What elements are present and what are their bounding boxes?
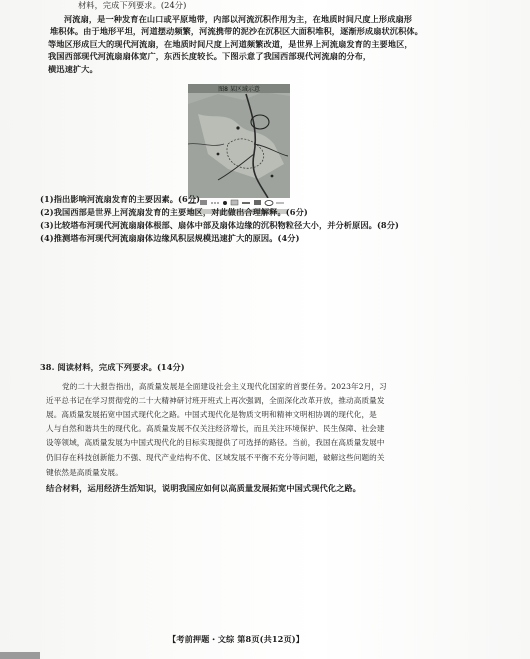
q37-subquestion-4: (4)推测塔布河现代河流扇扇体边缘风积层规模迅速扩大的原因。(4分) bbox=[40, 233, 300, 243]
q37-subquestion-3: (3)比较塔布河现代河流扇扇体根部、扇体中部及扇体边缘的沉积物粒径大小，并分析原因。(8分) bbox=[40, 220, 399, 230]
q37-instruction: 材料，完成下列要求。(24分) bbox=[78, 0, 187, 10]
q37-material-line: 我国西部现代河流扇扇体宽广，东西长度较长。下图示意了我国西部现代河流扇的分布， bbox=[48, 51, 372, 61]
page-footer: 【考前押题・文综 第8页(共12页)】 bbox=[168, 634, 305, 644]
q37-material-line: 河流扇，是一种发育在山口或平原地带，内部以河流沉积作用为主，在地质时间尺度上形成扇形 bbox=[64, 14, 413, 24]
q38-material-line: 仍旧存在科技创新能力不强、现代产业结构不优、区域发展不平衡不充分等问题，破解这些问题的关 bbox=[46, 453, 385, 462]
scan-edge-mark bbox=[0, 652, 40, 659]
q38-material-line: 近平总书记在学习贯彻党的二十大精神研讨班开班式上再次强调，全面深化改革开放，推动高质量发 bbox=[46, 396, 385, 405]
region-map-figure bbox=[188, 84, 290, 198]
q38-heading: 38. 阅读材料，完成下列要求。(14分) bbox=[40, 362, 185, 372]
q37-subquestion-1: (1)指出影响河流扇发育的主要因素。(6分) bbox=[40, 194, 201, 204]
q38-material-line: 设等领域，高质量发展为中国式现代化的目标实现提供了可选择的路径。当前，我国在高质量发展中 bbox=[46, 438, 385, 447]
q38-task: 结合材料，运用经济生活知识，说明我国应如何以高质量发展拓宽中国式现代化之路。 bbox=[46, 483, 361, 493]
q38-material-line: 键依然是高质量发展。 bbox=[46, 468, 123, 477]
q38-material-line: 党的二十大报告指出，高质量发展是全面建设社会主义现代化国家的首要任务。2023年2月，习 bbox=[62, 382, 387, 391]
q38-material-line: 人与自然和谐共生的现代化。高质量发展不仅关注经济增长，而且关注环境保护、民生保障、社会建 bbox=[46, 424, 385, 433]
q37-subquestion-2: (2)我国西部是世界上河流扇发育的主要地区，对此做出合理解释。(6分) bbox=[40, 207, 308, 217]
q37-material-line: 堆积体。由于地形平坦，河道摆动频繁，河流携带的泥沙在沉积区大面积堆积，逐渐形成扇状沉积体。 bbox=[50, 26, 423, 36]
q37-material-line: 等地区形成巨大的现代河流扇，在地质时间尺度上河道频繁改道，是世界上河流扇发育的主要地区， bbox=[48, 39, 413, 49]
q37-material-line: 横迅速扩大。 bbox=[48, 64, 98, 74]
map-title: 图8 某区域示意 bbox=[218, 86, 260, 93]
map-drawing bbox=[188, 84, 290, 198]
q38-material-line: 展。高质量发展拓宽中国式现代化之路。中国式现代化是物质文明和精神文明相协调的现代化，是 bbox=[46, 410, 377, 419]
